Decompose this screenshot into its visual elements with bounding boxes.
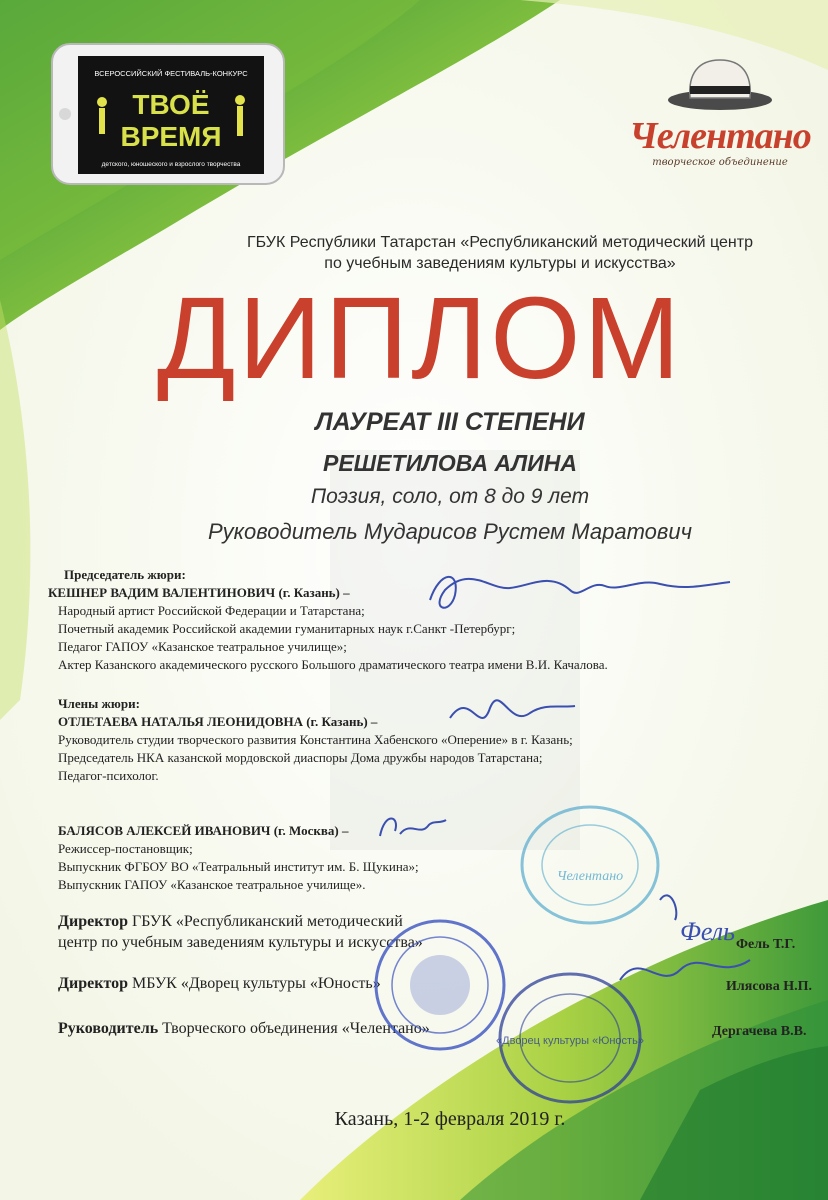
director-signatures [600,880,780,1040]
logo-word1: ТВОЁ [132,89,210,120]
jury-member1-block [58,695,758,785]
leader-line: Руководитель Мударисов Рустем Маратович [208,519,692,544]
brand-logo [622,44,818,172]
jury-member2-detail: Выпускник ФГБОУ ВО «Театральный институт им. Б. Щукина»; [58,859,419,874]
director2-name: Илясова Н.П. [726,979,813,994]
jury-chair-detail: Педагог ГАПОУ «Казанское театральное училище»; [58,639,347,654]
jury-member2-detail: Выпускник ГАПОУ «Казанское театральное училище». [58,877,366,892]
director1-name: Фель Т.Г. [736,937,796,952]
hat-icon [622,44,818,116]
director3-name: Дергачева В.В. [712,1024,807,1039]
organization-line2: по учебным заведениям культуры и искусства» [324,255,676,272]
diploma-title: ДИПЛОМ [156,273,684,403]
director2-org: МБУК «Дворец культуры «Юность» [132,975,381,992]
participant-name: РЕШЕТИЛОВА АЛИНА [322,450,577,476]
logo-word2: ВРЕМЯ [120,121,222,152]
nomination: Поэзия, соло, от 8 до 9 лет [310,485,590,508]
award-title: ЛАУРЕАТ III СТЕПЕНИ [315,408,585,436]
jury-member1-detail: Руководитель студии творческого развития Константина Хабенского «Оперение» в г. Казань; [58,732,573,747]
stamp2-text: Челентано [556,869,624,884]
official-stamp [370,915,510,1055]
director3-role: Руководитель [58,1020,159,1037]
organization-line1: ГБУК Республики Татарстан «Республиканский методический центр [247,234,753,251]
festival-logo [50,40,286,188]
jury-chair-detail: Почетный академик Российской академии гуманитарных наук г.Санкт -Петербург; [58,621,516,636]
chair-signature [400,560,740,630]
jury-chair-detail: Народный артист Российской Федерации и Татарстана; [58,603,365,618]
member1-signature [440,678,580,748]
logo-line2: детского, юношеского и взрослого творчества [101,161,241,168]
director1-role: Директор [58,913,128,930]
director2-role: Директор [58,975,128,992]
jury-member1-detail: Педагог-психолог. [58,768,159,783]
jury-chair-detail: Актер Казанского академического русского Большого драматического театра имени В.И. Качалова. [58,657,608,672]
logo-line1: ВСЕРОССИЙСКИЙ ФЕСТИВАЛЬ-КОНКУРС [94,69,248,78]
jury-member1-name: ОТЛЕТАЕВА НАТАЛЬЯ ЛЕОНИДОВНА (г. Казань) – [58,714,378,729]
signature-fel: Фель [680,917,735,946]
jury-chair-label: Председатель жюри: [64,567,186,582]
director1-org: ГБУК «Республиканский методический [132,913,403,930]
jury-members-label: Члены жюри: [58,696,140,711]
jury-member2-detail: Режиссер-постановщик; [58,841,193,856]
jury-member2-name: БАЛЯСОВ АЛЕКСЕЙ ИВАНОВИЧ (г. Москва) – [58,823,349,838]
jury-member1-detail: Председатель НКА казанской мордовской диаспоры Дома дружбы народов Татарстана; [58,750,543,765]
jury-chair-name: КЕШНЕР ВАДИМ ВАЛЕНТИНОВИЧ (г. Казань) – [48,585,350,600]
member2-signature [370,806,450,846]
director3-org: Творческого объединения «Челентано» [162,1020,430,1037]
director1-org-line2: центр по учебным заведениям культуры и искусства» [58,934,423,951]
organization-heading [230,232,770,274]
brand-subtitle: творческое объединение [652,157,788,168]
brand-name: Челентано [629,115,811,157]
stamp1-text: «Дворец культуры «Юность» [496,1035,644,1047]
place-date: Казань, 1-2 февраля 2019 г. [334,1108,566,1130]
